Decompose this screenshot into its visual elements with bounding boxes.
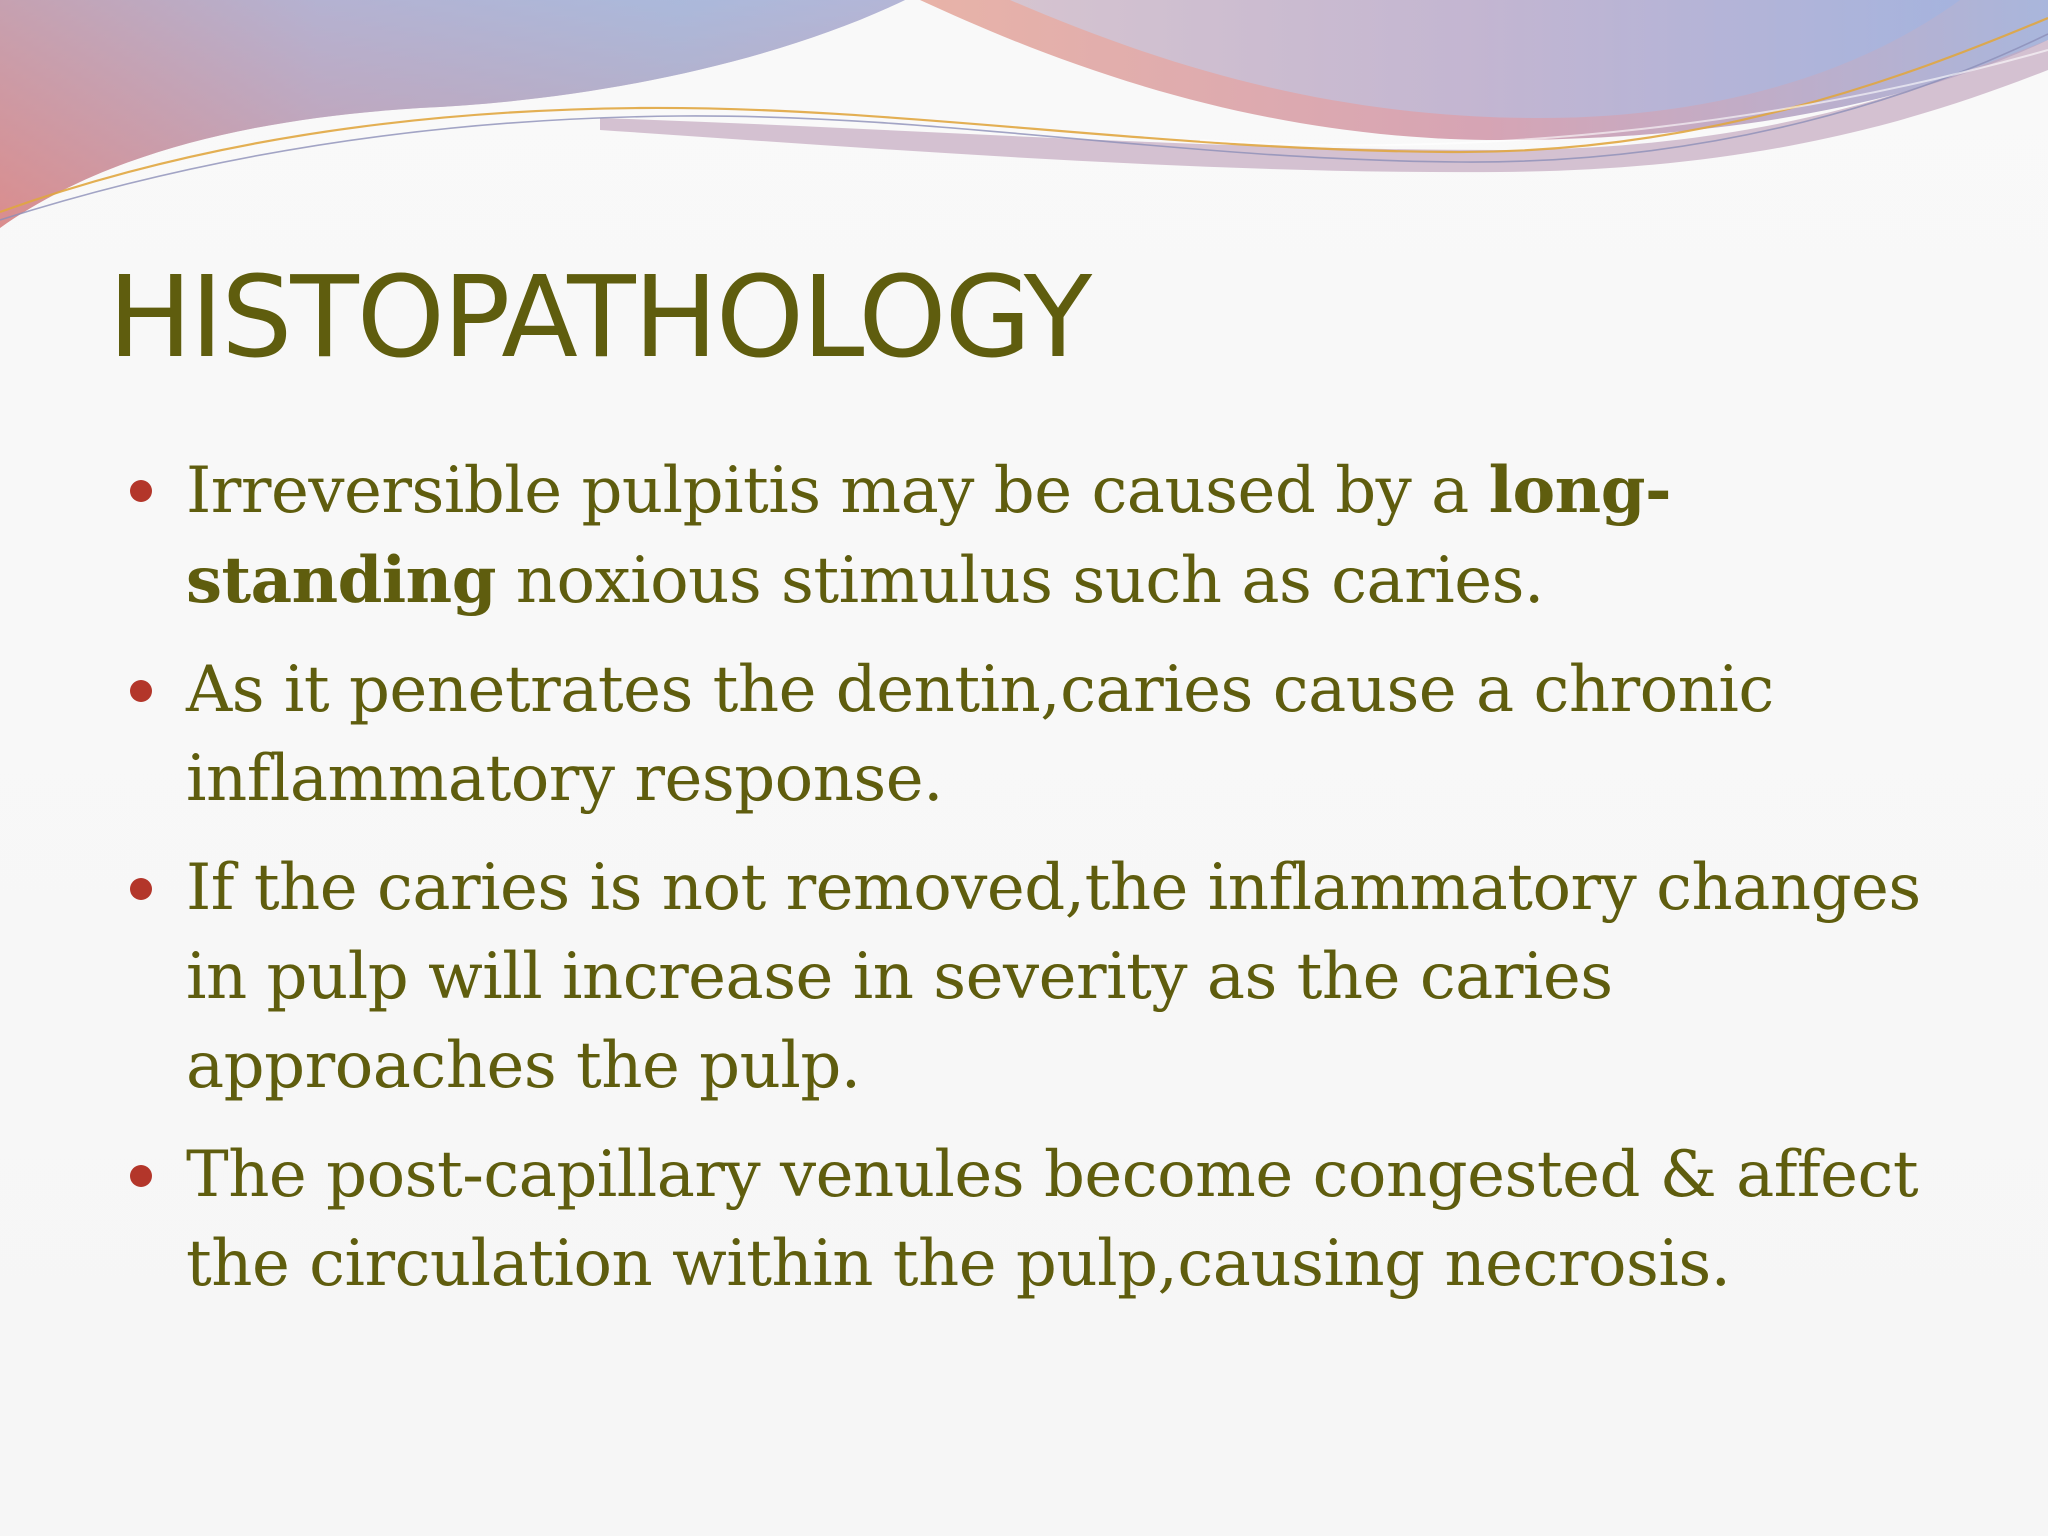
bullet-bold-text: long-standing: [186, 453, 1671, 618]
bullet-item: [130, 1131, 1930, 1309]
bullet-item: [130, 844, 1930, 1111]
bullet-text: If the caries is not removed,the inflammatory changes in pulp will increase in severity as the caries approaches the pulp.: [186, 851, 1921, 1103]
bullet-item: [130, 646, 1930, 824]
bullet-dot-icon: [130, 1165, 152, 1187]
bullet-dot-icon: [130, 480, 152, 502]
slide-title: HISTOPATHOLOGY: [108, 253, 1091, 383]
bullet-text-end: noxious stimulus such as caries.: [495, 544, 1544, 618]
bullet-text: As it penetrates the dentin,caries cause a chronic inflammatory response.: [186, 653, 1774, 816]
header-wave-decoration: [0, 0, 2048, 260]
bullet-item: [130, 446, 1930, 626]
bullet-dot-icon: [130, 878, 152, 900]
bullet-text: Irreversible pulpitis may be caused by a: [186, 454, 1489, 528]
bullet-list: [130, 446, 1930, 1329]
bullet-text: The post-capillary venules become congested & affect the circulation within the pulp,causing necrosis.: [186, 1138, 1919, 1301]
bullet-dot-icon: [130, 680, 152, 702]
